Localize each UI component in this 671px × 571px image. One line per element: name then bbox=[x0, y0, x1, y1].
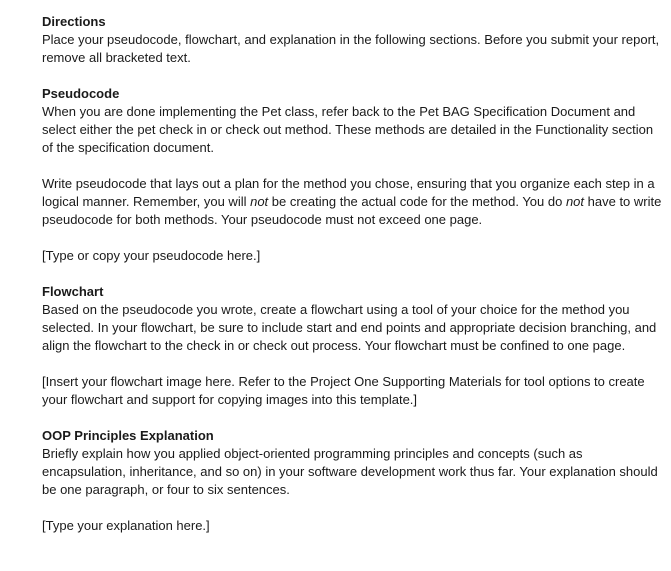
emphasis-not-2: not bbox=[565, 194, 585, 209]
pseudocode-placeholder[interactable]: [Type or copy your pseudocode here.] bbox=[42, 248, 261, 263]
directions-heading: Directions bbox=[42, 14, 106, 29]
emphasis-not-1: not bbox=[250, 194, 269, 209]
flowchart-placeholder[interactable]: [Insert your flowchart image here. Refer to the Project One Supporting Materials for tool options to create your flowchart and support for copying images into this template.] bbox=[42, 374, 645, 407]
flowchart-instructions: Based on the pseudocode you wrote, create a flowchart using a tool of your choice for the method you selected. In your flowchart, be sure to include start and end points and appropriate decision branching, and align the flowchart to the check in or check out process. Your flowchart must be confined to one page. bbox=[42, 302, 657, 353]
pseudocode-instructions: When you are done implementing the Pet class, refer back to the Pet BAG Specification Document and select either the pet check in or check out method. These methods are detailed in the Functionality section of the specification document. bbox=[42, 104, 654, 155]
document-body bbox=[42, 13, 664, 535]
oop-placeholder[interactable]: [Type your explanation here.] bbox=[42, 518, 210, 533]
pseudocode-guidelines-part-2: be creating the actual code for the method. You do bbox=[268, 194, 566, 209]
oop-instructions: Briefly explain how you applied object-oriented programming principles and concepts (such as encapsulation, inheritance, and so on) in your software development work thus far. Your explanation should be one paragraph, or four to six sentences. bbox=[42, 446, 658, 497]
pseudocode-heading: Pseudocode bbox=[42, 86, 120, 101]
flowchart-heading: Flowchart bbox=[42, 284, 104, 299]
pseudocode-guidelines bbox=[42, 175, 664, 229]
pseudocode-guidelines-part-3: have to write pseudocode for both methods. Your pseudocode must not exceed one page. bbox=[42, 194, 662, 227]
pseudocode-guidelines-part-1: Write pseudocode that lays out a plan for the method you chose, ensuring that you organize each step in a logical manner. Remember, you will bbox=[42, 176, 655, 209]
oop-heading: OOP Principles Explanation bbox=[42, 428, 214, 443]
directions-text: Place your pseudocode, flowchart, and explanation in the following sections. Before you submit your report, remove all bracketed text. bbox=[42, 32, 660, 65]
